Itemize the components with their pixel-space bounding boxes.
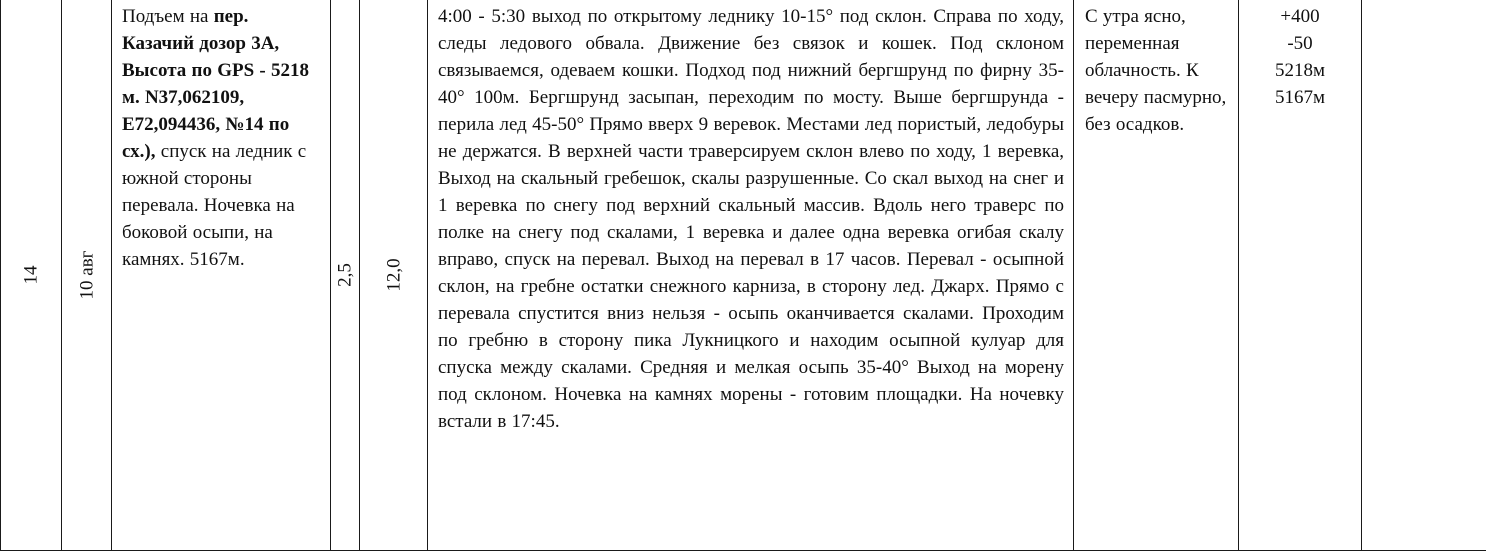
description-cell	[427, 0, 1073, 551]
route-cell	[111, 0, 330, 551]
distance-cell	[359, 0, 427, 551]
hours-cell	[330, 0, 359, 551]
date-cell	[61, 0, 111, 551]
weather-cell	[1073, 0, 1238, 551]
height-camp: 5167м	[1274, 87, 1326, 108]
day-number: 14	[20, 265, 42, 285]
notes-cell	[1361, 0, 1486, 551]
distance: 12,0	[383, 258, 404, 292]
height-gain: +400	[1280, 6, 1320, 27]
heights-cell	[1238, 0, 1361, 551]
route-descent: спуск на ледник с южной стороны перевала. Ночевка на боковой осыпи, на камнях. 5167м.	[122, 141, 307, 270]
weather-text: С утра ясно, переменная облачность. К вечеру пасмурно, без осадков.	[1085, 6, 1227, 135]
day-number-cell	[0, 0, 61, 551]
route-intro: Подъем на	[122, 6, 214, 27]
description-text: 4:00 - 5:30 выход по открытому леднику 10-15° под склон. Справа по ходу, следы ледового обвала. Движение без связок и кошек. Под склоном связываемся, одеваем кошки. Подход под нижний бергшрунд по фирну 35-40° 100м. Бергшрунд засыпан, переходим по мосту. Выше бергшрунда - перила лед 45-50° Прямо вверх 9 веревок. Местами лед пористый, ледобуры не держатся. В верхней части траверсируем склон влево по ходу, 1 веревка, Выход на скальный гребешок, скалы разрушенные. Со скал выход на снег и 1 веревка по снегу под верхний скальный массив. Вдоль него траверс по полке на снегу под скалами, 1 веревка и далее одна веревка огибая скалу вправо, спуск на перевал. Выход на перевал в 17 часов. Перевал - осыпной склон, на гребне остатки снежного карниза, в сторону лед. Джарх. Прямо с перевала спустится вниз нельзя - осыпь оканчивается скалами. Проходим по гребню в сторону пика Лукницкого и находим осыпной кулуар для спуска между скалами. Средняя и мелкая осыпь 35-40° Выход на морену под склоном. Ночевка на камнях морены - готовим площадки. На ночевку встали в 17:45.	[438, 6, 1064, 432]
height-max: 5218м	[1274, 60, 1326, 81]
hours: 2,5	[334, 263, 356, 287]
date: 10 авг	[76, 250, 97, 300]
route-pass-details: пер. Казачий дозор 3А, Высота по GPS - 5218 м. N37,062109, E72,094436, №14 по сх.),	[122, 6, 309, 162]
height-loss: -50	[1287, 33, 1313, 54]
